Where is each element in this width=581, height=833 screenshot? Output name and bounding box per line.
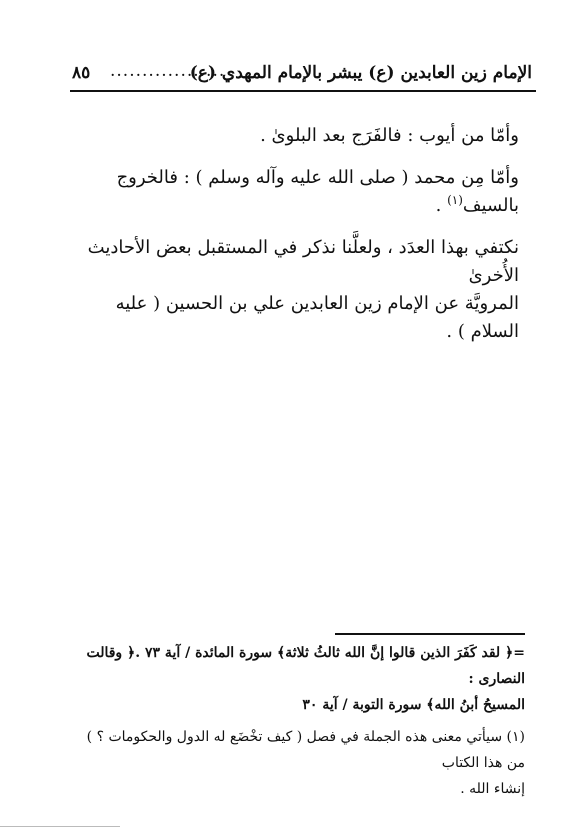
page-number: ٨٥ <box>72 63 91 83</box>
header-rule <box>70 90 536 92</box>
paragraph-muhammad <box>69 164 519 220</box>
paragraph-muhammad-end: . <box>435 195 448 216</box>
paragraph-closing-line2-text: المرويَّة عن الإمام زين العابدين علي بن الحسين ( عليه السلام ) . <box>115 293 519 342</box>
header-leader-dots: .................. <box>110 61 226 81</box>
paragraph-closing-line1 <box>69 234 519 290</box>
header-title: الإمام زين العابدين (ع) يبشر بالإمام المهدي (ع) <box>189 63 532 83</box>
main-text <box>69 122 519 346</box>
paragraph-ayyub-text: وأمّا من أيوب : فالفَرَج بعد البلوىٰ . <box>260 125 519 146</box>
running-header <box>72 60 532 86</box>
footnote-continued-line2: المسيحُ أبنُ الله﴾ سورة التوبة / آية ٣٠ <box>302 697 525 713</box>
footnote-1-line1: (١) سيأتي معنى هذه الجملة في فصل ( كيف تخْضَع له الدول والحكومات ؟ ) من هذا الكتاب <box>86 729 525 771</box>
footnote-continued-line1: =﴿ لقد كَفَرَ الذين قالوا إنَّ الله ثالثُ ثلاثة﴾ سورة المائدة / آية ٧٣ .﴿ وقالت النصارى : <box>86 645 525 687</box>
paragraph-muhammad-text: وأمّا مِن محمد ( صلى الله عليه وآله وسلم ) : فالخروج بالسيف <box>116 167 519 216</box>
footnote-1-line2: إنشاء الله . <box>460 781 525 797</box>
footnote-reference: (١) <box>447 193 463 207</box>
footnote-separator <box>335 633 525 635</box>
paragraph-ayyub <box>69 122 519 150</box>
paragraph-closing-line2 <box>69 290 519 346</box>
footnotes <box>65 640 525 802</box>
scan-edge-line <box>0 826 120 827</box>
paragraph-closing-line1-text: نكتفي بهذا العدَد ، ولعلَّنا نذكر في المستقبل بعض الأحاديث الأُخرىٰ <box>87 237 519 286</box>
